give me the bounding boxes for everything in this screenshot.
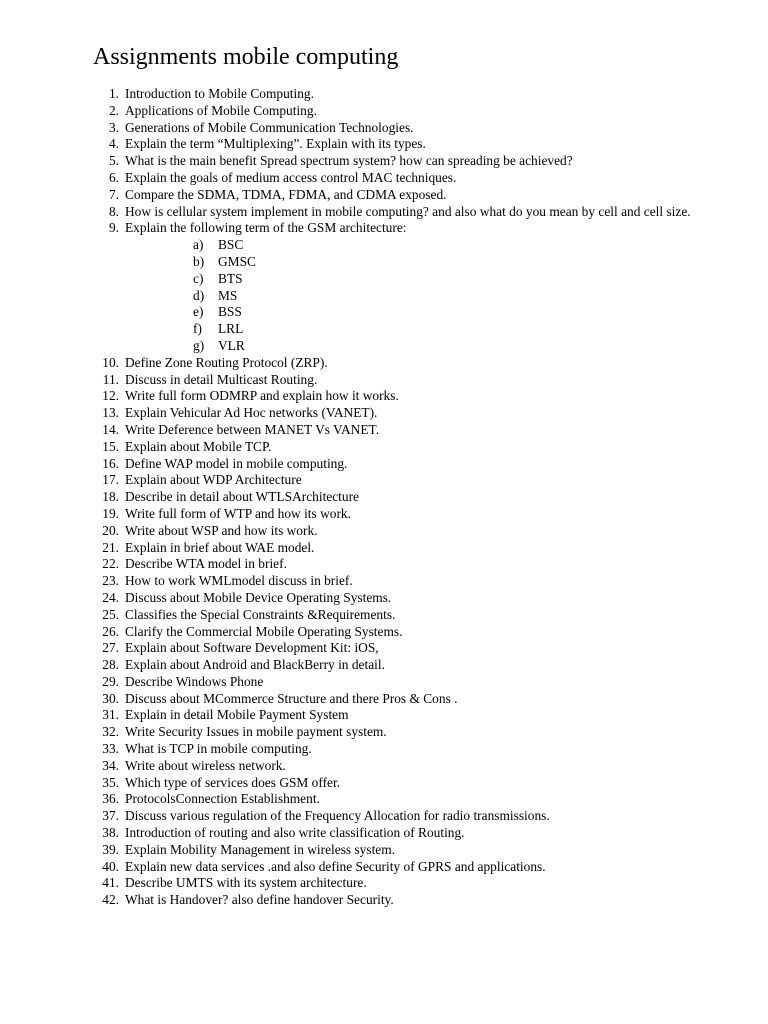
- item-text: Explain about Mobile TCP.: [125, 438, 272, 454]
- item-number: 14.: [102, 421, 119, 437]
- item-text: Explain about WDP Architecture: [125, 472, 302, 488]
- list-item: [93, 456, 693, 473]
- item-text: Write full form of WTP and how its work.: [125, 505, 351, 521]
- sub-list-item: [125, 254, 693, 271]
- list-item: [93, 489, 693, 506]
- item-number: 22.: [102, 556, 119, 572]
- sub-item-letter: g): [193, 337, 205, 353]
- list-item: [93, 472, 693, 489]
- list-item: [93, 724, 693, 741]
- list-item: [93, 741, 693, 758]
- list-item: [93, 136, 693, 153]
- item-number: 39.: [102, 841, 119, 857]
- item-text: Write Security Issues in mobile payment system.: [125, 724, 387, 740]
- item-number: 12.: [102, 388, 119, 404]
- item-number: 41.: [102, 875, 119, 891]
- item-text: Describe Windows Phone: [125, 673, 264, 689]
- list-item: [93, 388, 693, 405]
- list-item: [93, 86, 693, 103]
- item-number: 27.: [102, 640, 119, 656]
- item-text: Define Zone Routing Protocol (ZRP).: [125, 354, 328, 370]
- item-number: 34.: [102, 757, 119, 773]
- item-text: Compare the SDMA, TDMA, FDMA, and CDMA exposed.: [125, 186, 447, 202]
- item-number: 38.: [102, 825, 119, 841]
- sub-list-item: [125, 288, 693, 305]
- item-number: 35.: [102, 774, 119, 790]
- sub-list-item: [125, 321, 693, 338]
- sub-item-text: LRL: [218, 321, 244, 337]
- sub-item-text: VLR: [218, 337, 245, 353]
- item-text: Explain Vehicular Ad Hoc networks (VANET).: [125, 405, 378, 421]
- list-item: [93, 657, 693, 674]
- list-item: [93, 691, 693, 708]
- list-item: [93, 204, 693, 221]
- list-item: [93, 775, 693, 792]
- item-text: How to work WMLmodel discuss in brief.: [125, 573, 353, 589]
- item-number: 40.: [102, 858, 119, 874]
- item-text: Which type of services does GSM offer.: [125, 774, 341, 790]
- item-text: Write full form ODMRP and explain how it works.: [125, 388, 399, 404]
- item-text: Applications of Mobile Computing.: [125, 102, 317, 118]
- item-number: 10.: [102, 354, 119, 370]
- list-item: [93, 791, 693, 808]
- sub-item-letter: f): [193, 321, 202, 337]
- list-item: [93, 405, 693, 422]
- list-item: [93, 506, 693, 523]
- item-number: 20.: [102, 522, 119, 538]
- item-number: 36.: [102, 791, 119, 807]
- list-item: [93, 640, 693, 657]
- item-number: 13.: [102, 405, 119, 421]
- sub-list-item: [125, 271, 693, 288]
- list-item: [93, 892, 693, 909]
- item-text: Describe WTA model in brief.: [125, 556, 287, 572]
- item-text: ProtocolsConnection Establishment.: [125, 791, 320, 807]
- item-text: What is the main benefit Spread spectrum system? how can spreading be achieved?: [125, 153, 573, 169]
- item-number: 16.: [102, 455, 119, 471]
- item-text: Explain about Android and BlackBerry in detail.: [125, 657, 385, 673]
- item-number: 37.: [102, 808, 119, 824]
- list-item: [93, 707, 693, 724]
- list-item: [93, 758, 693, 775]
- list-item: [93, 590, 693, 607]
- item-number: 17.: [102, 472, 119, 488]
- item-text: Explain Mobility Management in wireless system.: [125, 841, 396, 857]
- item-text: Write about WSP and how its work.: [125, 522, 318, 538]
- item-text: Explain the goals of medium access control MAC techniques.: [125, 169, 457, 185]
- item-text: Explain the term “Multiplexing”. Explain with its types.: [125, 136, 426, 152]
- list-item: [93, 355, 693, 372]
- list-item: [93, 842, 693, 859]
- sub-item-text: BSS: [218, 304, 242, 320]
- item-number: 42.: [102, 892, 119, 908]
- assignment-list: [93, 86, 693, 909]
- list-item: [93, 523, 693, 540]
- item-number: 1.: [108, 86, 119, 101]
- item-text: How is cellular system implement in mobile computing? and also what do you mean by cell and cell size.: [125, 203, 691, 219]
- sub-item-text: MS: [218, 287, 238, 303]
- item-text: Clarify the Commercial Mobile Operating Systems.: [125, 623, 403, 639]
- item-number: 31.: [102, 707, 119, 723]
- item-text: Explain in brief about WAE model.: [125, 539, 315, 555]
- sub-list-item: [125, 304, 693, 321]
- item-number: 7.: [108, 186, 119, 202]
- item-number: 11.: [102, 371, 119, 387]
- item-text: Explain new data services .and also define Security of GPRS and applications.: [125, 858, 546, 874]
- list-item: [93, 875, 693, 892]
- item-text: Discuss about Mobile Device Operating Systems.: [125, 589, 392, 605]
- item-number: 3.: [108, 119, 119, 135]
- item-text: Discuss about MCommerce Structure and there Pros & Cons .: [125, 690, 458, 706]
- list-item: [93, 859, 693, 876]
- list-item: [93, 573, 693, 590]
- item-number: 18.: [102, 489, 119, 505]
- list-item: [93, 825, 693, 842]
- list-item: [93, 540, 693, 557]
- item-number: 15.: [102, 438, 119, 454]
- item-number: 8.: [108, 203, 119, 219]
- sub-item-letter: e): [193, 304, 204, 320]
- item-number: 24.: [102, 589, 119, 605]
- item-number: 9.: [108, 220, 119, 236]
- sub-item-text: GMSC: [218, 253, 256, 269]
- page-title: Assignments mobile computing: [93, 44, 399, 70]
- list-item: [93, 153, 693, 170]
- list-item: [93, 439, 693, 456]
- list-item-gsm: [93, 220, 693, 354]
- item-text: Explain the following term of the GSM architecture:: [125, 220, 407, 236]
- item-text: Explain in detail Mobile Payment System: [125, 707, 349, 723]
- sub-item-letter: a): [193, 237, 204, 253]
- item-text: What is TCP in mobile computing.: [125, 741, 312, 757]
- item-text: Introduction to Mobile Computing.: [125, 86, 314, 101]
- sub-item-letter: d): [193, 287, 205, 303]
- item-number: 21.: [102, 539, 119, 555]
- list-item: [93, 170, 693, 187]
- sub-item-letter: c): [193, 270, 204, 286]
- list-item: [93, 674, 693, 691]
- item-text: Introduction of routing and also write classification of Routing.: [125, 825, 465, 841]
- item-text: Discuss in detail Multicast Routing.: [125, 371, 318, 387]
- sub-list-item: [125, 338, 693, 355]
- item-text: Define WAP model in mobile computing.: [125, 455, 348, 471]
- list-item: [93, 422, 693, 439]
- item-text: Explain about Software Development Kit: iOS,: [125, 640, 379, 656]
- item-text: Describe UMTS with its system architecture.: [125, 875, 367, 891]
- gsm-term-list: [125, 237, 693, 355]
- item-number: 5.: [108, 153, 119, 169]
- item-text: Generations of Mobile Communication Technologies.: [125, 119, 414, 135]
- item-number: 2.: [108, 102, 119, 118]
- list-item: [93, 103, 693, 120]
- item-number: 32.: [102, 724, 119, 740]
- item-number: 29.: [102, 673, 119, 689]
- item-text: Describe in detail about WTLSArchitecture: [125, 489, 360, 505]
- item-number: 26.: [102, 623, 119, 639]
- list-item: [93, 556, 693, 573]
- item-text: Write Deference between MANET Vs VANET.: [125, 421, 380, 437]
- item-text: Write about wireless network.: [125, 757, 286, 773]
- sub-item-text: BTS: [218, 270, 243, 286]
- item-number: 28.: [102, 657, 119, 673]
- list-item: [93, 607, 693, 624]
- item-number: 4.: [108, 136, 119, 152]
- item-text: Discuss various regulation of the Frequency Allocation for radio transmissions.: [125, 808, 550, 824]
- item-number: 33.: [102, 741, 119, 757]
- item-number: 25.: [102, 606, 119, 622]
- list-item: [93, 808, 693, 825]
- sub-item-letter: b): [193, 253, 205, 269]
- item-number: 30.: [102, 690, 119, 706]
- item-number: 6.: [108, 169, 119, 185]
- item-text: Classifies the Special Constraints &Requirements.: [125, 606, 396, 622]
- list-item: [93, 372, 693, 389]
- sub-list-item: [125, 237, 693, 254]
- item-number: 23.: [102, 573, 119, 589]
- item-text: What is Handover? also define handover Security.: [125, 892, 394, 908]
- list-item: [93, 120, 693, 137]
- list-item: [93, 187, 693, 204]
- list-item: [93, 624, 693, 641]
- item-number: 19.: [102, 505, 119, 521]
- sub-item-text: BSC: [218, 237, 244, 253]
